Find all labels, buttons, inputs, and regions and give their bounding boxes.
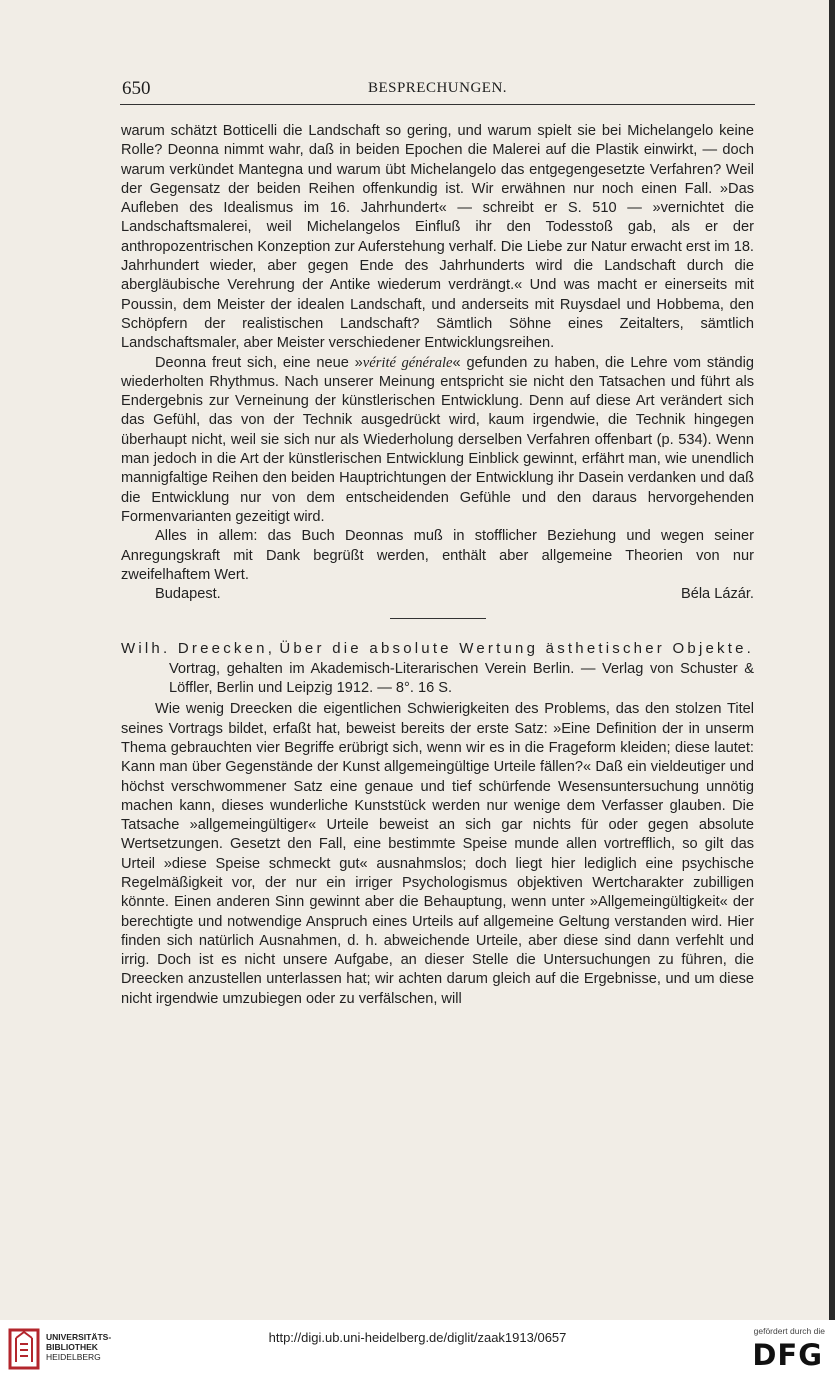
page-number: 650 [122,78,151,99]
digitization-footer [0,1320,835,1379]
reviewer-name: Béla Lázár. [680,586,754,603]
body-text [121,122,754,1009]
paragraph-review2: Wie wenig Dreecken die eigentlichen Schwierigkeiten des Problems, das den stolzen Titel seines Vortrags bildet, erfaßt hat, beweist bereits der erste Satz: »Eine Definition der in unserm Thema gebrauchten vier Begriffe erübrigt sich, wenn wir es in die Frageform kleiden; diese lautet: Kann man über Gegenstände der Kunst allgemeingültige Urteile fällen?« Daß ein vieldeutiger und höchst verschwommener Satz eine genaue und tief schürfende Wesensuntersuchung unnötig machen kann, dieses wunderliche Kunststück werden nur wenige dem Verfasser glauben. Die Tatsache »allgemeingültiger« Urteile beweist an sich gar nichts für oder gegen absolute Wertsetzungen. Gesetzt den Fall, eine bestimmte Speise munde allen vortrefflich, so gilt das Urteil »diese Speise schmeckt gut« ausnahmslos; doch liegt hier lediglich eine psychische Regelmäßigkeit vor, der nur ein irriger Psychologismus objektiven Wertcharakter zubilligen könnte. Einen anderen Sinn gewinnt aber die Behauptung, wenn unter »Allgemeingültigkeit« der berechtigte und notwendige Anspruch eines Urteils auf allgemeine Geltung verstanden wird. Hier finden sich natürlich Ausnahmen, d. h. abweichende Urteile, aber diese sind dann verfehlt und irrig. Doch ist es nicht unsere Aufgabe, an dieser Stelle die Untersuchungen zu führen, die Dreecken anzustellen unterlassen hat; wir achten darum gleich auf die Ergebnisse, und um diese nicht irgendwie umzubiegen oder zu verfälschen, will [121,701,754,1007]
review-signature [121,585,754,604]
paragraph-summary: Alles in allem: das Buch Deonnas muß in stofflicher Beziehung und wegen seiner Anregungskraft mit Dank begrüßt werden, enthält aber allgemeine Theorien von nur zweifelhaftem Wert. [121,528,754,583]
source-url-link[interactable]: http://digi.ub.uni-heidelberg.de/diglit/zaak1913/0657 [268,1330,567,1345]
dfg-logo: DFG [752,1338,823,1372]
page-header [120,78,755,105]
book-citation: Vortrag, gehalten im Akademisch-Literarischen Verein Berlin. — Verlag von Schuster & Löffler, Berlin und Leipzig 1912. — 8°. 16 S. [169,660,754,697]
book-entry [121,639,754,698]
book-author: Wilh. Dreecken, [121,640,276,658]
running-title: BESPRECHUNGEN. [367,80,508,96]
section-divider [390,618,486,619]
italic-phrase: vérité générale [362,354,453,371]
paragraph-deonna: Deonna freut sich, eine neue »vérité générale« gefunden zu haben, die Lehre vom ständig wiederholten Rhythmus. Nach unserer Meinung entspricht sie nicht den Tatsachen und führt als Endergebnis zur Verneinung der künstlerischen Entwicklung. Denn auf diese Art verändert sich das Gefühl, das von der Technik ausgedrückt wird, kaum irgendwie, die Technik hingegen überhaupt nicht, weil sie sich nur als Wiederholung derselben Verfahren offenbart (p. 534). Wenn man jedoch in die Art der künstlerischen Entwicklung Einblick gewinnt, erfährt man, wie unendlich mannigfaltige Reihen den beiden Hauptrichtungen der Entwicklung ihr Dasein verdanken und daß die Entwicklung nur von dem entscheidenden Gefühle und den daraus hervorgehenden Formenvarianten gezeitigt wird. [121,354,754,525]
funded-by-label: gefördert durch die [753,1326,825,1336]
paragraph: warum schätzt Botticelli die Landschaft so gering, und warum spielt sie bei Michelangelo keine Rolle? Deonna nimmt wahr, daß in beiden Epochen die Malerei auf die Plastik einwirkt, — doch warum verkündet Mantegna und warum übt Michelangelo das entgegengesetzte Verfahren? Weil der Gegensatz der beiden Reihen offenkundig ist. Wir erwähnen nur noch einen Fall. »Das Aufleben des Idealismus im 16. Jahrhundert« — schreibt er S. 510 — »vernichtet die Landschaftsmalerei, weil Michelangelos Einfluß ihr den Todesstoß gab, als er der anthropozentrischen Konzeption zur Auferstehung verhalf. Die Liebe zur Natur erwacht erst im 18. Jahrhundert wieder, aber gegen Ende des Jahrhunderts wird die Landschaft durch die abergläubische Verehrung der Antike wiederum verdrängt.« Und was macht er einerseits mit Poussin, dem Meister der idealen Landschaft, und anderseits mit Ruysdael und Hobbema, den Schöpfern der realistischen Landschaft? Sämtlich Söhne eines Zeitalters, sämtlich Landschaftsmaler, aber Meister verschiedener Entwicklungsreihen. [121,123,754,352]
book-title: Über die absolute Wertung ästhetischer Objekte. [279,640,754,658]
library-name: UNIVERSITÄTS- BIBLIOTHEK HEIDELBERG [46,1332,112,1362]
place: Budapest. [155,586,221,603]
